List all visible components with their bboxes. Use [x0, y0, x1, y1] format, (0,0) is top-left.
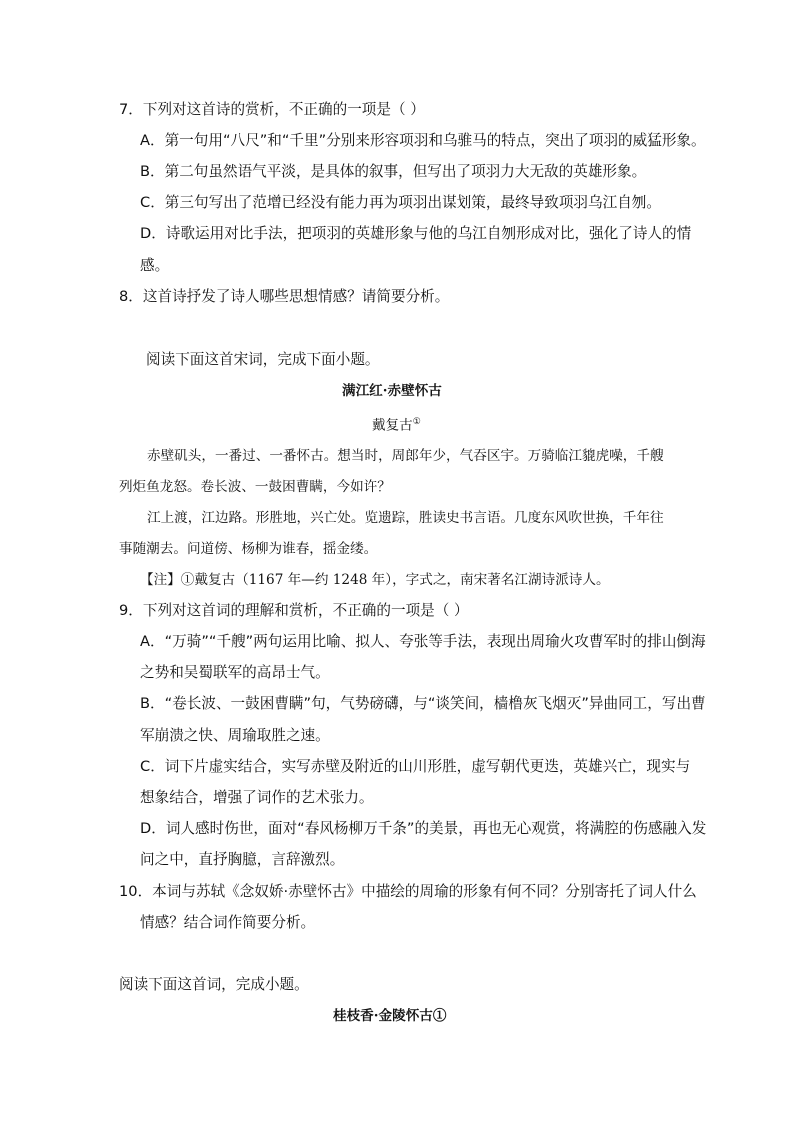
q7-option-c: C．第三句写出了范增已经没有能力再为项羽出谋划策，最终导致项羽乌江自刎。: [140, 194, 661, 211]
poem-line-3: 江上渡，江边路。形胜地，兴亡处。览遗踪，胜读史书言语。几度东风吹世换，千年往: [147, 510, 664, 526]
q9-option-a-line1: A．“万骑”“千艘”两句运用比喻、拟人、夸张等手法，表现出周瑜火攻曹军时的排山倒海: [140, 633, 706, 650]
poem-title: 满江红·赤壁怀古: [342, 383, 442, 399]
q8-stem: 8．这首诗抒发了诗人哪些思想情感？请简要分析。: [119, 288, 450, 305]
q9-option-d-line1: D．词人感时伤世，面对“春风杨柳万千条”的美景，再也无心观赏，将满腔的伤感融入发: [140, 820, 707, 837]
poem-line-4: 事随潮去。问道傍、杨柳为谁春，摇金缕。: [119, 541, 378, 557]
q7-stem: 7．下列对这首诗的赏析，不正确的一项是（ ）: [119, 101, 425, 118]
section3-intro: 阅读下面这首词，完成小题。: [119, 976, 309, 993]
poem-footnote: 【注】①戴复古（1167 年—约 1248 年），字式之，南宋著名江湖诗派诗人。: [140, 572, 610, 588]
author-name: 戴复古: [372, 417, 413, 434]
section2-intro: 阅读下面这首宋词，完成下面小题。: [146, 351, 380, 368]
q7-option-d-line2: 感。: [140, 257, 170, 274]
q9-stem: 9．下列对这首词的理解和赏析，不正确的一项是（ ）: [119, 602, 469, 619]
q7-option-a: A．第一句用“八尺”和“千里”分别来形容项羽和乌骓马的特点，突出了项羽的威猛形象。: [140, 132, 706, 149]
q9-option-b-line1: B．“卷长波、一鼓困曹瞒”句，气势磅礴，与“谈笑间，樯橹灰飞烟灭”异曲同工，写出曹: [140, 695, 706, 712]
poem-author: [372, 412, 421, 436]
q9-option-c-line1: C．词下片虚实结合，实写赤壁及附近的山川形胜，虚写朝代更迭，英雄兴亡，现实与: [140, 758, 691, 775]
q9-option-a-line2: 之势和吴蜀联军的高昂士气。: [140, 664, 330, 681]
q7-option-b: B．第二句虽然语气平淡，是具体的叙事，但写出了项羽力大无敌的英雄形象。: [140, 163, 647, 180]
section3-poem-title: 桂枝香·金陵怀古①: [333, 1008, 447, 1024]
q10-stem-line2: 情感？结合词作简要分析。: [140, 914, 316, 931]
poem-line-2: 列炬鱼龙怒。卷长波、一鼓困曹瞒，今如许？: [119, 479, 391, 495]
poem-line-1: 赤壁矶头，一番过、一番怀古。想当时，周郎年少，气吞区宇。万骑临江貔虎噪，千艘: [147, 448, 664, 464]
q7-option-d-line1: D．诗歌运用对比手法，把项羽的英雄形象与他的乌江自刎形成对比，强化了诗人的情: [140, 225, 692, 242]
q9-option-d-line2: 问之中，直抒胸臆，言辞激烈。: [140, 851, 345, 868]
q9-option-c-line2: 想象结合，增强了词作的艺术张力。: [140, 789, 374, 806]
q9-option-b-line2: 军崩溃之快、周瑜取胜之速。: [140, 727, 330, 744]
q10-stem-line1: 10．本词与苏轼《念奴娇·赤壁怀古》中描绘的周瑜的形象有何不同？分别寄托了词人什么: [119, 883, 697, 900]
author-note-mark: ①: [412, 417, 421, 427]
